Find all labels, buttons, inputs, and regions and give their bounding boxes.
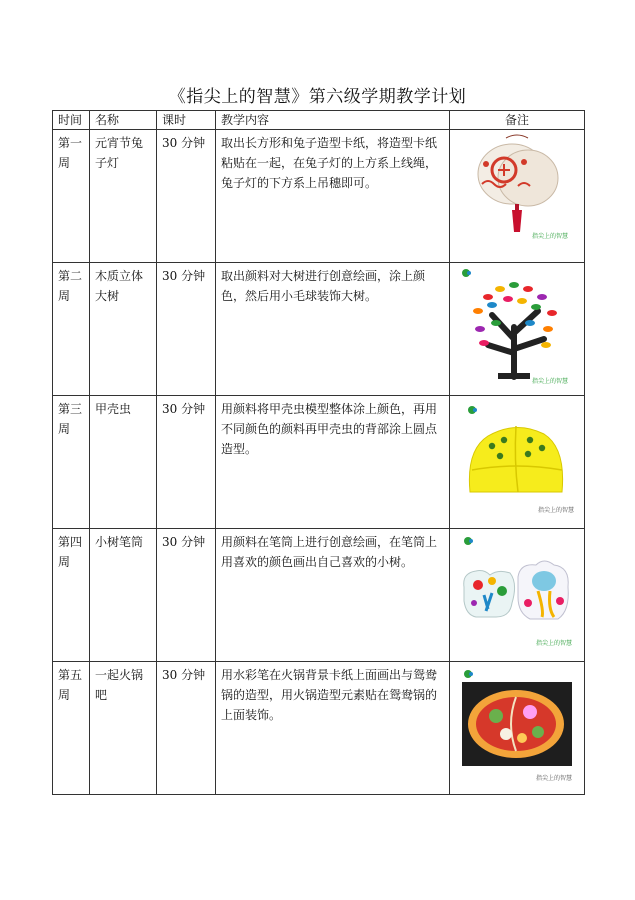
name-cell: 小树笔筒 <box>90 529 157 662</box>
note-cell <box>450 130 585 263</box>
hours-cell: 30 分钟 <box>157 662 216 795</box>
name-cell: 甲壳虫 <box>90 396 157 529</box>
brand-label: 指尖上的智慧 <box>532 233 569 240</box>
brand-label: 指尖上的智慧 <box>536 640 573 647</box>
content-cell: 用水彩笔在火锅背景卡纸上面画出与鸳鸯锅的造型，用火锅造型元素贴在鸳鸯锅的上面装饰。 <box>216 662 450 795</box>
content-cell: 取出颜料对大树进行创意绘画，涂上颜色，然后用小毛球装饰大树。 <box>216 263 450 396</box>
table-header-row <box>53 111 585 130</box>
teaching-plan-table <box>52 110 585 795</box>
week-cell: 第四周 <box>53 529 90 662</box>
table-row <box>53 263 585 396</box>
hours-cell: 30 分钟 <box>157 263 216 396</box>
hours-cell: 30 分钟 <box>157 130 216 263</box>
rabbit-lantern-craft-icon <box>458 134 576 256</box>
header-name: 名称 <box>90 111 157 130</box>
brand-label: 指尖上的智慧 <box>536 775 573 782</box>
header-time: 时间 <box>53 111 90 130</box>
content-cell: 用颜料在笔筒上进行创意绘画，在笔筒上用喜欢的颜色画出自己喜欢的小树。 <box>216 529 450 662</box>
header-note: 备注 <box>450 111 585 130</box>
table-row <box>53 662 585 795</box>
note-cell <box>450 396 585 529</box>
note-cell <box>450 263 585 396</box>
name-cell: 一起火锅吧 <box>90 662 157 795</box>
content-cell: 用颜料将甲壳虫模型整体涂上颜色，再用不同颜色的颜料再甲壳虫的背部涂上圆点造型。 <box>216 396 450 529</box>
name-cell: 元宵节兔子灯 <box>90 130 157 263</box>
tree-pen-holder-craft-icon <box>458 533 576 655</box>
week-cell: 第五周 <box>53 662 90 795</box>
note-cell <box>450 662 585 795</box>
hours-cell: 30 分钟 <box>157 529 216 662</box>
table-row <box>53 396 585 529</box>
brand-label: 指尖上的智慧 <box>538 507 575 514</box>
hotpot-craft-icon <box>458 666 576 788</box>
table-row <box>53 529 585 662</box>
header-content: 教学内容 <box>216 111 450 130</box>
note-cell <box>450 529 585 662</box>
page-title: 《指尖上的智慧》第六级学期教学计划 <box>168 87 467 107</box>
week-cell: 第二周 <box>53 263 90 396</box>
content-cell: 取出长方形和兔子造型卡纸，将造型卡纸粘贴在一起，在兔子灯的上方系上线绳，兔子灯的下方系上吊穗即可。 <box>216 130 450 263</box>
brand-label: 指尖上的智慧 <box>532 378 569 385</box>
week-cell: 第一周 <box>53 130 90 263</box>
wooden-tree-craft-icon <box>458 267 576 389</box>
header-hours: 课时 <box>157 111 216 130</box>
beetle-craft-icon <box>458 400 576 522</box>
name-cell: 木质立体大树 <box>90 263 157 396</box>
week-cell: 第三周 <box>53 396 90 529</box>
table-row <box>53 130 585 263</box>
hours-cell: 30 分钟 <box>157 396 216 529</box>
